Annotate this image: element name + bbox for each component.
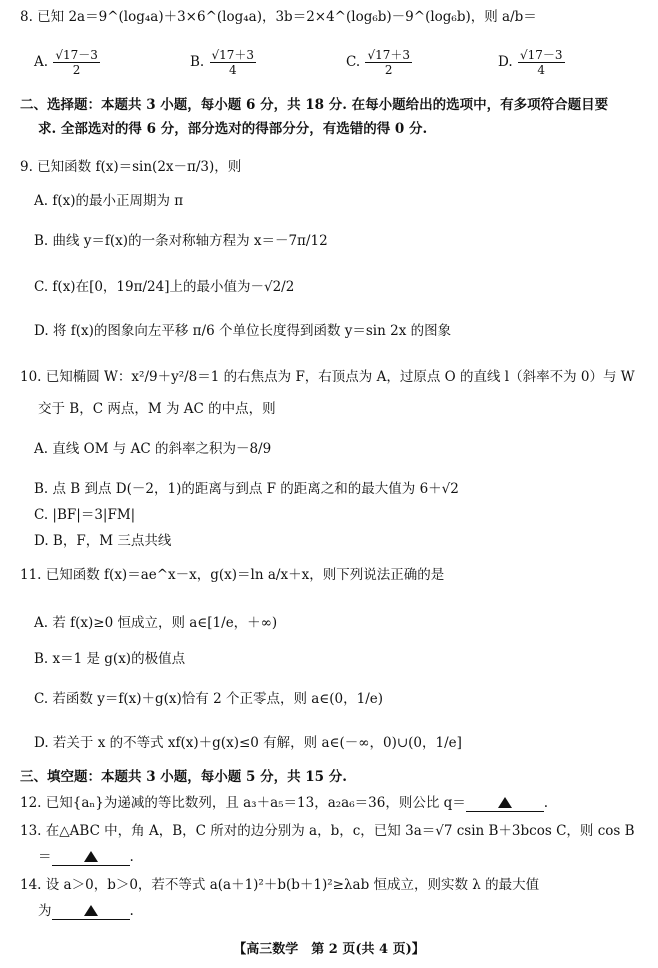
q13-answer-blank[interactable]	[52, 849, 130, 866]
q9-option-a[interactable]: A. f(x)的最小正周期为 π	[34, 193, 184, 209]
q13-stem: 13. 在△ABC 中，角 A，B，C 所对的边分别为 a，b，c，已知 3a＝√7 csin B＋3bcos C，则 cos B	[20, 823, 635, 839]
q8-option-d[interactable]	[498, 48, 566, 77]
denominator: 4	[228, 63, 237, 77]
q10-stem-line2: 交于 B，C 两点，M 为 AC 的中点，则	[38, 401, 276, 417]
q14-line2	[38, 902, 134, 920]
q10-option-d[interactable]: D. B，F，M 三点共线	[34, 533, 172, 549]
section2-heading: 二、选择题：本题共 3 小题，每小题 6 分，共 18 分. 在每小题给出的选项中，有多项符合题目要	[20, 97, 609, 113]
numerator: √17－3	[519, 48, 563, 62]
q14-stem: 14. 设 a＞0，b＞0，若不等式 a(a＋1)²＋b(b＋1)²≥λab 恒成立，则实数 λ 的最大值	[20, 877, 540, 893]
q12-stem: 12. 已知{aₙ}为递减的等比数列，且 a₃＋a₅＝13，a₂a₆＝36，则公比 q＝	[20, 795, 466, 811]
triangle-icon	[84, 851, 98, 862]
q8-option-a[interactable]	[34, 48, 101, 77]
q8-option-c[interactable]	[346, 48, 413, 77]
q9-option-c[interactable]: C. f(x)在[0，19π/24]上的最小值为－√2/2	[34, 279, 295, 295]
triangle-icon	[84, 905, 98, 916]
option-fraction	[518, 48, 565, 77]
q11-option-a[interactable]: A. 若 f(x)≥0 恒成立，则 a∈[1/e，＋∞)	[34, 615, 278, 631]
denominator: 4	[537, 63, 546, 77]
option-letter: C.	[346, 54, 361, 70]
q12-end: .	[543, 795, 549, 811]
denominator: 2	[384, 63, 393, 77]
q9-stem: 9. 已知函数 f(x)＝sin(2x－π/3)，则	[20, 159, 242, 175]
q11-stem: 11. 已知函数 f(x)＝ae^x－x，g(x)＝ln a/x＋x，则下列说法正确的是	[20, 567, 445, 583]
q12-answer-blank[interactable]	[466, 795, 544, 812]
option-letter: B.	[190, 54, 205, 70]
option-fraction	[53, 48, 100, 77]
q10-option-c[interactable]: C. |BF|＝3|FM|	[34, 507, 136, 523]
q8-option-b[interactable]	[190, 48, 257, 77]
q14-prefix: 为	[38, 903, 52, 919]
option-letter: D.	[498, 54, 513, 70]
q11-option-c[interactable]: C. 若函数 y＝f(x)＋g(x)恰有 2 个正零点，则 a∈(0，1/e)	[34, 691, 384, 707]
q13-line2	[38, 848, 134, 866]
q8-stem: 8. 已知 2a＝9^(log₄a)＋3×6^(log₄a)，3b＝2×4^(log₆b)－9^(log₆b)，则 a/b＝	[20, 9, 537, 25]
q10-stem-line1: 10. 已知椭圆 W：x²/9＋y²/8＝1 的右焦点为 F，右顶点为 A，过原点 O 的直线 l（斜率不为 0）与 W	[20, 369, 635, 385]
numerator: √17＋3	[367, 48, 410, 62]
q10-option-b[interactable]: B. 点 B 到点 D(－2，1)的距离与到点 F 的距离之和的最大值为 6＋√2	[34, 481, 459, 497]
q11-option-d[interactable]: D. 若关于 x 的不等式 xf(x)＋g(x)≤0 有解，则 a∈(－∞，0)∪(0，1/e]	[34, 735, 462, 751]
numerator: √17－3	[55, 48, 98, 62]
denominator: 2	[72, 63, 81, 77]
triangle-icon	[498, 797, 512, 808]
q10-option-a[interactable]: A. 直线 OM 与 AC 的斜率之积为－8/9	[34, 441, 272, 457]
section3-heading: 三、填空题：本题共 3 小题，每小题 5 分，共 15 分.	[20, 769, 347, 785]
q11-option-b[interactable]: B. x＝1 是 g(x)的极值点	[34, 651, 186, 667]
q13-equals: ＝	[38, 849, 52, 865]
q12-line	[20, 794, 548, 812]
numerator: √17＋3	[211, 48, 255, 62]
option-fraction	[210, 48, 257, 77]
option-letter: A.	[34, 54, 49, 70]
q14-answer-blank[interactable]	[52, 903, 130, 920]
q14-end: .	[129, 903, 134, 919]
q13-end: .	[129, 849, 134, 865]
page-footer: 【高三数学 第 2 页(共 4 页)】	[233, 942, 425, 957]
section2-instructions: 求. 全部选对的得 6 分，部分选对的得部分分，有选错的得 0 分.	[38, 121, 428, 137]
q9-option-d[interactable]: D. 将 f(x)的图象向左平移 π/6 个单位长度得到函数 y＝sin 2x 的图象	[34, 323, 452, 339]
option-fraction	[365, 48, 412, 77]
q9-option-b[interactable]: B. 曲线 y＝f(x)的一条对称轴方程为 x＝－7π/12	[34, 233, 328, 249]
